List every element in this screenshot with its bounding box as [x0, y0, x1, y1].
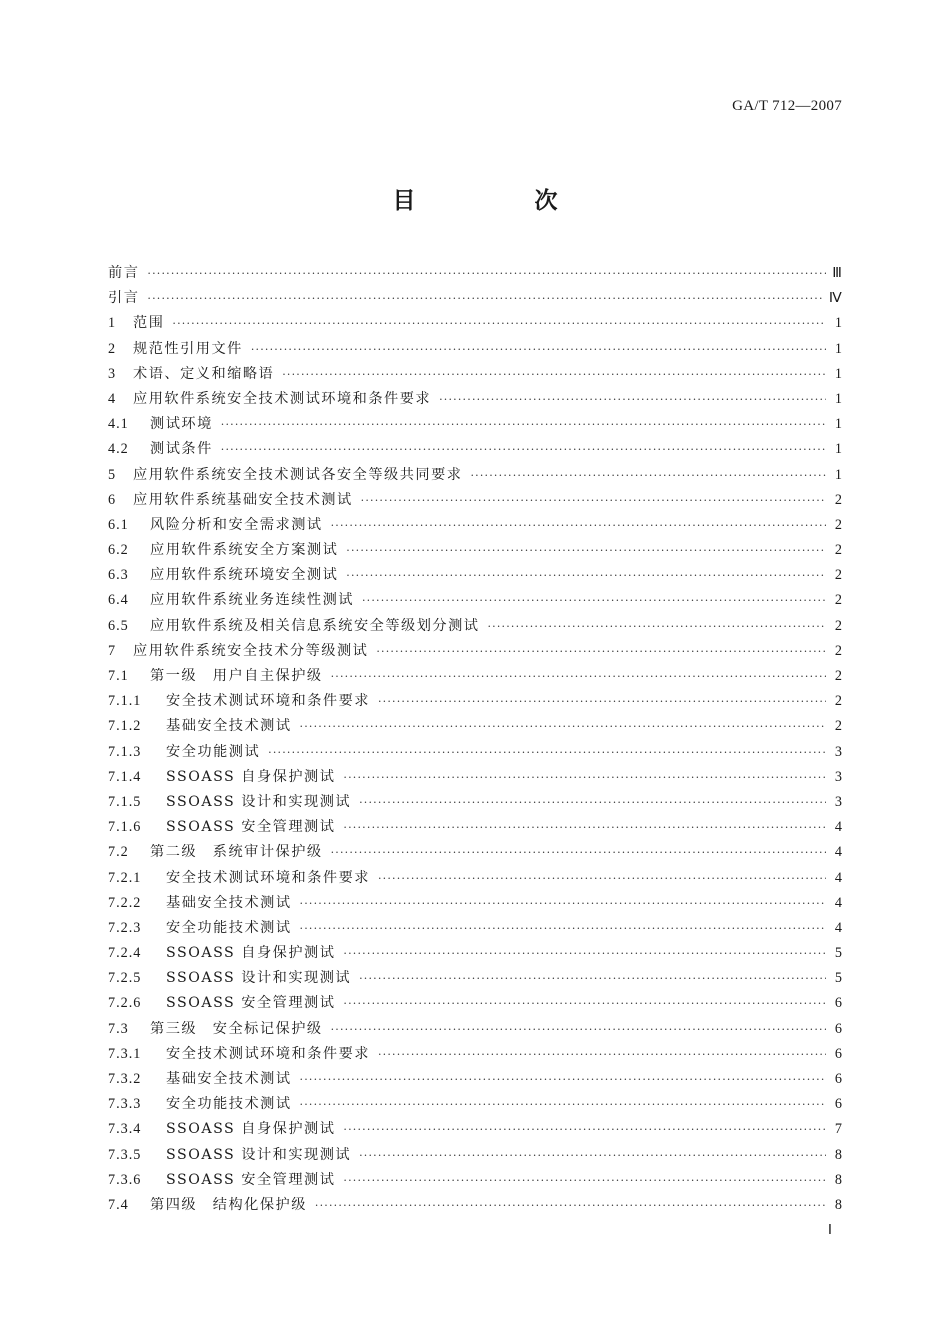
toc-entry[interactable] [108, 715, 842, 740]
toc-entry-page: 8 [834, 1196, 842, 1213]
toc-entry-page: 5 [834, 945, 842, 962]
toc-entry-page: 3 [834, 768, 842, 785]
toc-entry-title: 安全技术测试环境和条件要求 [166, 693, 370, 710]
toc-dot-leader [346, 544, 826, 557]
toc-entry-page: Ⅲ [832, 265, 842, 281]
toc-entry-number: 6.4 [108, 592, 129, 609]
toc-entry[interactable] [108, 338, 842, 363]
toc-entry-page: 2 [834, 718, 842, 735]
toc-entry-page: 2 [834, 592, 842, 609]
toc-entry-page: 2 [834, 668, 842, 684]
toc-dot-leader [359, 972, 826, 985]
toc-entry-page: Ⅳ [828, 290, 842, 307]
toc-entry-number: 7.3.2 [108, 1071, 142, 1087]
toc-entry-title: 安全功能技术测试 [166, 1096, 292, 1113]
toc-entry-page: 3 [834, 793, 842, 810]
toc-entry-title: 术语、定义和缩略语 [133, 365, 275, 382]
toc-dot-leader [470, 469, 826, 482]
toc-entry-number: 7.2.4 [108, 945, 142, 962]
toc-dot-leader [300, 1073, 826, 1086]
toc-entry-number: 4.1 [108, 416, 129, 433]
toc-entry-title: 基础安全技术测试 [166, 1071, 292, 1087]
toc-dot-leader [346, 569, 826, 582]
toc-entry-number: 7.3 [108, 1020, 129, 1037]
toc-dot-leader [361, 494, 826, 507]
toc-dot-leader [268, 746, 826, 759]
toc-entry-page: 8 [834, 1171, 842, 1188]
toc-dot-leader [282, 368, 826, 381]
toc-entry-number: 7.2.3 [108, 919, 142, 936]
toc-entry-number: 6 [108, 491, 117, 508]
toc-entry-page: 8 [834, 1146, 842, 1163]
toc-entry[interactable] [108, 1093, 842, 1118]
toc-entry-number: 7.1.2 [108, 718, 142, 735]
toc-dot-leader [487, 620, 826, 633]
toc-entry-title: 安全功能测试 [166, 743, 261, 760]
toc-entry-title: 安全技术测试环境和条件要求 [166, 869, 370, 886]
toc-entry-title: 基础安全技术测试 [166, 718, 292, 735]
toc-entry-page: 6 [834, 1096, 842, 1113]
toc-entry[interactable] [108, 539, 842, 564]
toc-entry[interactable] [108, 967, 842, 992]
toc-dot-leader [331, 1023, 826, 1036]
toc-entry-title: SSOASS 安全管理测试 [166, 819, 336, 836]
toc-entry[interactable] [108, 1194, 842, 1219]
toc-entry[interactable] [108, 262, 842, 287]
toc-entry-number: 7.3.1 [108, 1045, 142, 1062]
toc-entry-page: 1 [834, 315, 842, 332]
toc-entry[interactable] [108, 615, 842, 640]
toc-entry-title: 应用软件系统基础安全技术测试 [133, 491, 353, 508]
toc-entry[interactable] [108, 892, 842, 917]
toc-entry[interactable] [108, 464, 842, 489]
toc-dot-leader [362, 594, 826, 607]
toc-entry-page: 6 [834, 995, 842, 1012]
toc-dot-leader [331, 670, 826, 683]
toc-dot-leader [343, 997, 826, 1010]
toc-entry-title: SSOASS 设计和实现测试 [166, 793, 352, 810]
toc-entry-title: 应用软件系统安全技术分等级测试 [133, 642, 369, 659]
page-number: Ⅰ [827, 1223, 832, 1238]
toc-entry-number: 1 [108, 315, 117, 332]
toc-entry-number: 7.1.1 [108, 693, 142, 710]
toc-dot-leader [300, 922, 826, 935]
toc-entry-title: 应用软件系统业务连续性测试 [150, 592, 354, 609]
toc-entry-number: 7 [108, 642, 117, 659]
toc-dot-leader [359, 1149, 826, 1162]
page-title: 目 次 [392, 188, 606, 214]
toc-dot-leader [300, 1098, 826, 1111]
toc-entry-page: 2 [834, 693, 842, 710]
toc-entry-page: 2 [834, 617, 842, 634]
toc-entry-number: 7.2.6 [108, 995, 142, 1012]
toc-entry-title: 第四级 结构化保护级 [150, 1196, 307, 1213]
toc-entry[interactable] [108, 1068, 842, 1093]
toc-entry[interactable] [108, 841, 842, 866]
toc-entry-number: 7.2.2 [108, 894, 142, 911]
toc-entry-page: 7 [834, 1121, 842, 1138]
toc-entry[interactable] [108, 489, 842, 514]
toc-entry-number: 7.1.3 [108, 743, 142, 760]
toc-entry-title: 前言 [108, 265, 140, 281]
toc-entry-title: 应用软件系统安全技术测试各安全等级共同要求 [133, 466, 463, 483]
toc-entry-number: 2 [108, 340, 117, 357]
toc-entry[interactable] [108, 942, 842, 967]
toc-dot-leader [315, 1199, 826, 1212]
toc-entry[interactable] [108, 741, 842, 766]
toc-entry[interactable] [108, 766, 842, 791]
toc-dot-leader [378, 695, 826, 708]
toc-dot-leader [251, 343, 826, 356]
toc-entry-page: 1 [834, 416, 842, 433]
toc-dot-leader [300, 720, 826, 733]
toc-entry-number: 7.1.4 [108, 768, 142, 785]
toc-entry-title: 第二级 系统审计保护级 [150, 844, 323, 861]
toc-entry[interactable] [108, 992, 842, 1017]
toc-entry[interactable] [108, 665, 842, 690]
toc-dot-leader [147, 267, 826, 280]
toc-entry-number: 7.3.3 [108, 1096, 142, 1113]
toc-entry-title: SSOASS 设计和实现测试 [166, 1146, 352, 1163]
toc-entry-title: SSOASS 自身保护测试 [166, 945, 336, 962]
toc-entry-title: 应用软件系统安全方案测试 [150, 542, 339, 559]
toc-entry-page: 1 [834, 441, 842, 458]
toc-entry-title: SSOASS 自身保护测试 [166, 1121, 336, 1138]
toc-entry-page: 4 [834, 919, 842, 936]
toc-entry-number: 7.2 [108, 844, 129, 861]
toc-entry-title: 范围 [133, 315, 165, 332]
toc-entry-title: SSOASS 安全管理测试 [166, 995, 336, 1012]
toc-entry-page: 2 [834, 491, 842, 508]
toc-dot-leader [221, 443, 826, 456]
toc-entry[interactable] [108, 1043, 842, 1068]
toc-entry[interactable] [108, 438, 842, 463]
toc-dot-leader [378, 872, 826, 885]
toc-dot-leader [343, 947, 826, 960]
toc-dot-leader [376, 645, 826, 658]
toc-entry-title: 安全技术测试环境和条件要求 [166, 1045, 370, 1062]
toc-entry-page: 2 [834, 516, 842, 533]
toc-entry-page: 1 [834, 390, 842, 407]
toc-entry-page: 6 [834, 1045, 842, 1062]
toc-entry[interactable] [108, 791, 842, 816]
toc-entry[interactable] [108, 514, 842, 539]
toc-entry-number: 3 [108, 365, 117, 382]
toc-dot-leader [343, 1123, 826, 1136]
toc-entry-number: 7.3.6 [108, 1171, 142, 1188]
toc-dot-leader [221, 418, 826, 431]
toc-entry-number: 7.2.1 [108, 869, 142, 886]
toc-entry-title: 应用软件系统安全技术测试环境和条件要求 [133, 390, 432, 407]
toc-dot-leader [439, 393, 826, 406]
toc-entry-page: 2 [834, 542, 842, 559]
toc-entry-title: 规范性引用文件 [133, 340, 243, 357]
toc-entry-number: 7.3.4 [108, 1121, 142, 1138]
toc-entry-page: 1 [834, 340, 842, 357]
toc-entry[interactable] [108, 640, 842, 665]
toc-entry-page: 6 [834, 1020, 842, 1037]
toc-entry[interactable] [108, 413, 842, 438]
toc-dot-leader [172, 317, 826, 330]
toc-entry-number: 5 [108, 466, 117, 483]
toc-entry-title: 应用软件系统及相关信息系统安全等级划分测试 [150, 617, 480, 634]
toc-dot-leader [343, 1174, 826, 1187]
toc-entry[interactable] [108, 1144, 842, 1169]
toc-entry-title: 测试条件 [150, 441, 213, 458]
toc-entry-page: 2 [834, 642, 842, 659]
toc-entry-number: 6.2 [108, 542, 129, 559]
toc-entry-title: 第一级 用户自主保护级 [150, 668, 323, 684]
toc-dot-leader [300, 897, 826, 910]
toc-dot-leader [378, 1048, 826, 1061]
toc-entry-page: 1 [834, 466, 842, 483]
toc-entry-number: 6.5 [108, 617, 129, 634]
toc-entry-number: 7.1.5 [108, 793, 142, 810]
toc-entry-page: 3 [834, 743, 842, 760]
table-of-contents [108, 262, 842, 1219]
toc-dot-leader [331, 846, 826, 859]
toc-dot-leader [359, 796, 826, 809]
toc-entry-number: 6.1 [108, 516, 129, 533]
toc-dot-leader [147, 292, 823, 305]
toc-entry-number: 4 [108, 390, 117, 407]
toc-entry[interactable] [108, 1118, 842, 1143]
toc-entry-page: 4 [834, 894, 842, 911]
toc-entry-page: 4 [834, 844, 842, 861]
toc-entry-title: 测试环境 [150, 416, 213, 433]
document-code: GA/T 712—2007 [732, 98, 842, 114]
toc-entry-number: 7.4 [108, 1196, 129, 1213]
toc-entry-page: 6 [834, 1071, 842, 1087]
toc-entry-title: 应用软件系统环境安全测试 [150, 567, 339, 584]
toc-entry-title: 基础安全技术测试 [166, 894, 292, 911]
toc-entry-number: 6.3 [108, 567, 129, 584]
toc-entry-title: SSOASS 设计和实现测试 [166, 970, 352, 987]
toc-entry-title: 安全功能技术测试 [166, 919, 292, 936]
toc-entry[interactable] [108, 1169, 842, 1194]
toc-entry-number: 7.1 [108, 668, 129, 684]
toc-dot-leader [343, 821, 826, 834]
toc-entry[interactable] [108, 867, 842, 892]
toc-entry[interactable] [108, 287, 842, 312]
toc-entry[interactable] [108, 312, 842, 337]
toc-entry-number: 4.2 [108, 441, 129, 458]
toc-entry-number: 7.2.5 [108, 970, 142, 987]
toc-entry[interactable] [108, 363, 842, 388]
toc-entry-page: 2 [834, 567, 842, 584]
toc-entry-title: 引言 [108, 290, 140, 307]
toc-entry-title: 风险分析和安全需求测试 [150, 516, 323, 533]
toc-dot-leader [331, 519, 826, 532]
toc-entry-number: 7.3.5 [108, 1146, 142, 1163]
toc-entry[interactable] [108, 388, 842, 413]
toc-dot-leader [343, 771, 826, 784]
toc-entry[interactable] [108, 564, 842, 589]
toc-entry[interactable] [108, 917, 842, 942]
toc-entry-title: 第三级 安全标记保护级 [150, 1020, 323, 1037]
toc-entry-page: 4 [834, 819, 842, 836]
toc-entry-page: 1 [834, 365, 842, 382]
toc-entry[interactable] [108, 690, 842, 715]
toc-entry[interactable] [108, 816, 842, 841]
toc-entry-title: SSOASS 自身保护测试 [166, 768, 336, 785]
toc-entry-number: 7.1.6 [108, 819, 142, 836]
toc-entry-page: 5 [834, 970, 842, 987]
toc-entry-page: 4 [834, 869, 842, 886]
toc-entry-title: SSOASS 安全管理测试 [166, 1171, 336, 1188]
toc-entry[interactable] [108, 589, 842, 614]
toc-entry[interactable] [108, 1018, 842, 1043]
